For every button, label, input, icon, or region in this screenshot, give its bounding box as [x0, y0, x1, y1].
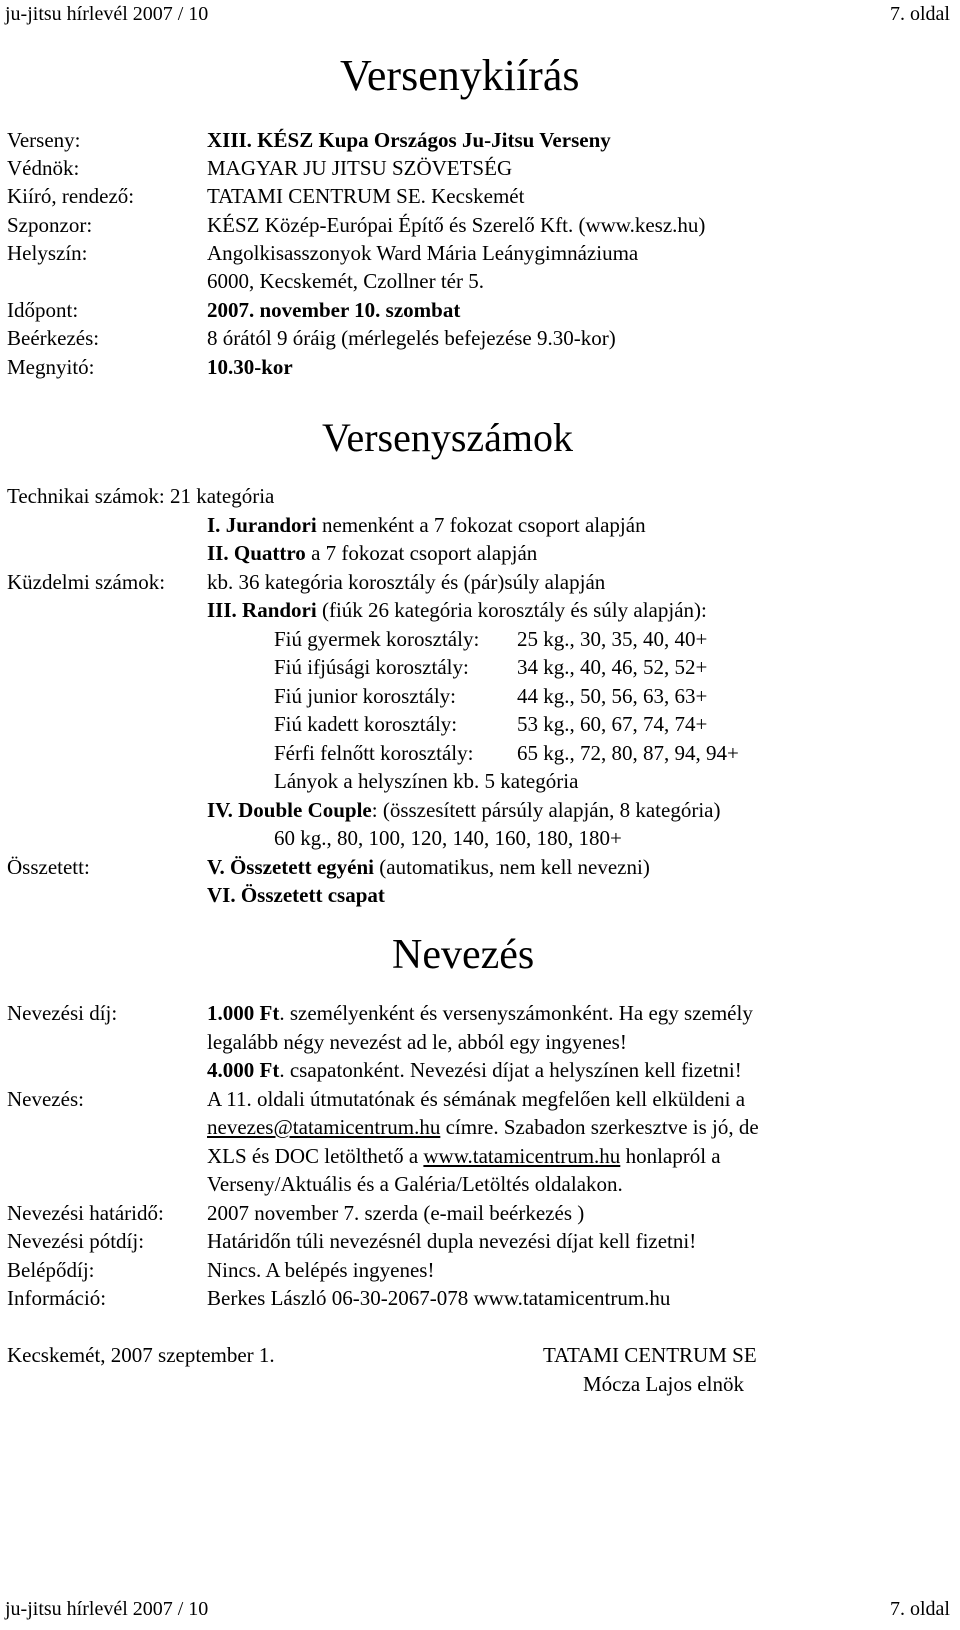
- event-ii-name: Quattro: [233, 541, 306, 565]
- event-ii-num: II.: [207, 541, 229, 565]
- weight-value: 25 kg., 30, 35, 40, 40+: [517, 627, 708, 651]
- idopont-value: 2007. november 10. szombat: [207, 298, 461, 322]
- weight-value: 65 kg., 72, 80, 87, 94, 94+: [517, 741, 739, 765]
- vednok-label: Védnök:: [7, 156, 80, 180]
- event-ii-desc: a 7 fokozat csoport alapján: [305, 541, 538, 565]
- event-iv-num: IV.: [207, 798, 233, 822]
- helyszin-value-1: Angolkisasszonyok Ward Mária Leánygimnáziuma: [207, 241, 639, 265]
- kiiro-value: TATAMI CENTRUM SE. Kecskemét: [207, 184, 525, 208]
- footer-left: ju-jitsu hírlevél 2007 / 10: [5, 1598, 209, 1620]
- header-left: ju-jitsu hírlevél 2007 / 10: [5, 3, 209, 25]
- verseny-value: XIII. KÉSZ Kupa Országos Ju-Jitsu Verseny: [207, 128, 611, 152]
- nevezes-line-3-a: XLS és DOC letölthető a: [207, 1144, 424, 1168]
- weight-label: Fiú kadett korosztály:: [274, 712, 458, 736]
- weight-value: 34 kg., 40, 46, 52, 52+: [517, 655, 708, 679]
- event-iii-name: Randori: [242, 598, 317, 622]
- verseny-label: Verseny:: [7, 128, 81, 152]
- event-iv-desc: : (összesített pársúly alapján, 8 kategória): [371, 798, 721, 822]
- dij-line-1: [207, 1003, 753, 1024]
- dij-label: Nevezési díj:: [7, 1001, 118, 1025]
- kuzdelmi-value: kb. 36 kategória korosztály és (pár)súly alapján: [207, 570, 606, 594]
- event-v-desc: (automatikus, nem kell nevezni): [374, 855, 650, 879]
- beerkezes-label: Beérkezés:: [7, 326, 100, 350]
- event-i-name: Jurandori: [225, 513, 317, 537]
- nevezes-line-2-text: címre. Szabadon szerkesztve is jó, de: [440, 1115, 759, 1139]
- helyszin-label: Helyszín:: [7, 241, 88, 265]
- nevezes-line-1: A 11. oldali útmutatónak és sémának megfelően kell elküldeni a: [207, 1087, 746, 1111]
- nevezes-heading: Nevezés: [392, 932, 535, 978]
- signature-person: Mócza Lajos elnök: [583, 1372, 744, 1396]
- event-i-desc: nemenként a 7 fokozat csoport alapján: [316, 513, 646, 537]
- event-i-num: I.: [207, 513, 221, 537]
- header-right: 7. oldal: [890, 3, 950, 25]
- event-iii-desc: (fiúk 26 kategória korosztály és súly alapján):: [316, 598, 707, 622]
- nevezes-line-4: Verseny/Aktuális és a Galéria/Letöltés oldalakon.: [207, 1172, 623, 1196]
- dij-line-2: legalább négy nevezést ad le, abból egy ingyenes!: [207, 1030, 627, 1054]
- footer-right: 7. oldal: [890, 1598, 950, 1620]
- event-i: [207, 515, 646, 536]
- weight-value: 44 kg., 50, 56, 63, 63+: [517, 684, 708, 708]
- potdij-label: Nevezési pótdíj:: [7, 1229, 145, 1253]
- event-v: [207, 857, 650, 878]
- vednok-value: MAGYAR JU JITSU SZÖVETSÉG: [207, 156, 513, 180]
- idopont-label: Időpont:: [7, 298, 79, 322]
- event-iv-weights: 60 kg., 80, 100, 120, 140, 160, 180, 180+: [274, 826, 622, 850]
- belepo-value: Nincs. A belépés ingyenes!: [207, 1258, 435, 1282]
- website-link[interactable]: www.tatamicentrum.hu: [423, 1144, 621, 1168]
- osszetett-label: Összetett:: [7, 855, 90, 879]
- technikai-label: Technikai számok: 21 kategória: [7, 484, 275, 508]
- potdij-value: Határidőn túli nevezésnél dupla nevezési díjat kell fizetni!: [207, 1229, 697, 1253]
- szponzor-label: Szponzor:: [7, 213, 93, 237]
- kuzdelmi-label: Küzdelmi számok:: [7, 570, 166, 594]
- dij-amount-1: 1.000 Ft: [207, 1001, 280, 1025]
- beerkezes-value: 8 órától 9 óráig (mérlegelés befejezése 9.30-kor): [207, 326, 616, 350]
- hatarido-label: Nevezési határidő:: [7, 1201, 164, 1225]
- event-v-num: V.: [207, 855, 225, 879]
- event-v-name: Összetett egyéni: [229, 855, 374, 879]
- event-iii-num: III.: [207, 598, 237, 622]
- signature-org: TATAMI CENTRUM SE: [543, 1343, 757, 1367]
- event-iv: [207, 800, 720, 821]
- lanyok-text: Lányok a helyszínen kb. 5 kategória: [274, 769, 579, 793]
- weight-label: Férfi felnőtt korosztály:: [274, 741, 474, 765]
- megnyito-value: 10.30-kor: [207, 355, 293, 379]
- weight-label: Fiú ifjúsági korosztály:: [274, 655, 469, 679]
- event-ii: [207, 543, 537, 564]
- szponzor-value: KÉSZ Közép-Európai Építő és Szerelő Kft. (www.kesz.hu): [207, 213, 706, 237]
- nevezes-label: Nevezés:: [7, 1087, 84, 1111]
- weight-label: Fiú gyermek korosztály:: [274, 627, 480, 651]
- nevezes-line-3-b: honlapról a: [620, 1144, 721, 1168]
- place-date: Kecskemét, 2007 szeptember 1.: [7, 1343, 275, 1367]
- belepo-label: Belépődíj:: [7, 1258, 95, 1282]
- megnyito-label: Megnyitó:: [7, 355, 95, 379]
- kiiro-label: Kiíró, rendező:: [7, 184, 135, 208]
- page-title: Versenykiírás: [340, 51, 580, 100]
- event-iv-name: Double Couple: [238, 798, 372, 822]
- info-label: Információ:: [7, 1286, 107, 1310]
- nevezes-line-3: [207, 1146, 721, 1167]
- versenyszamok-heading: Versenyszámok: [322, 415, 574, 460]
- dij-text-3: . csapatonként. Nevezési díjat a helyszínen kell fizetni!: [279, 1058, 742, 1082]
- nevezes-line-2: [207, 1117, 759, 1138]
- event-vi: [207, 885, 385, 906]
- event-vi-num: VI.: [207, 883, 236, 907]
- helyszin-value-2: 6000, Kecskemét, Czollner tér 5.: [207, 269, 484, 293]
- event-vi-name: Összetett csapat: [240, 883, 385, 907]
- email-link[interactable]: nevezes@tatamicentrum.hu: [207, 1115, 441, 1139]
- weight-label: Fiú junior korosztály:: [274, 684, 456, 708]
- dij-line-3: [207, 1060, 742, 1081]
- hatarido-value: 2007 november 7. szerda (e-mail beérkezés ): [207, 1201, 585, 1225]
- info-value: Berkes László 06-30-2067-078 www.tatamicentrum.hu: [207, 1286, 671, 1310]
- dij-amount-3: 4.000 Ft: [207, 1058, 280, 1082]
- dij-text-1: . személyenként és versenyszámonként. Ha egy személy: [279, 1001, 753, 1025]
- event-iii: [207, 600, 707, 621]
- weight-value: 53 kg., 60, 67, 74, 74+: [517, 712, 708, 736]
